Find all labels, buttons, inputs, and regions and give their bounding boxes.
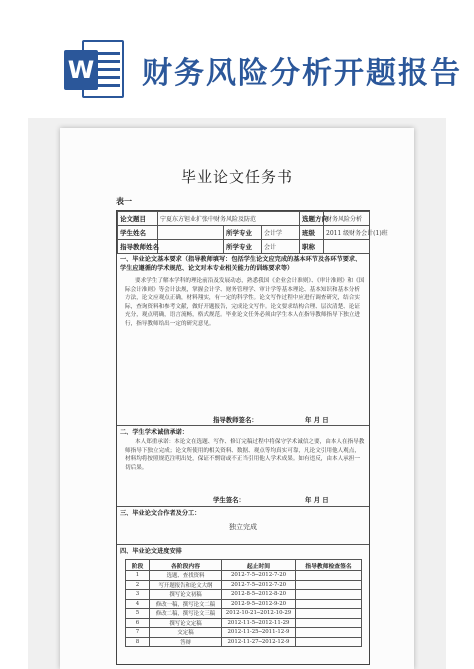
document-page [60, 128, 414, 669]
schedule-signature [296, 580, 362, 590]
section-requirements [117, 253, 369, 329]
schedule-stage: 7 [126, 628, 150, 638]
schedule-period: 2012-7-5─2012-7-20 [222, 580, 296, 590]
word-letter-badge: W [64, 50, 98, 90]
class-value: 2011 级财务会计(1)班 [324, 226, 370, 240]
schedule-period: 2012-8-5─2012-8-20 [222, 590, 296, 600]
schedule-period: 2012-9-5─2012-9-20 [222, 599, 296, 609]
section-requirements-body: 要求学生了解本学科的理论前沿及发展动态，熟悉我国《企业会计准则》、《审计准则》和《国际会计准则》等会计法规，掌握会计学、财务管理学、审计学等基本理论、基本知识和基本分析方法，论文应观点正确，材料翔实，有一定的科学性。论文写作过程中应进行调查研究，结合实际，查询资料和参考文献，做好开题报告，完成论文写作。论文要求结构合理、层次清楚、论证充分，观点明确，语言流畅，格式规范。毕业论文任务必须由学生本人在指导教师指导下独立进行，指导教师给出一定的研究意见。 [125, 278, 365, 327]
schedule-row [126, 590, 362, 600]
schedule-col-content: 各阶段内容 [150, 560, 222, 571]
schedule-row [126, 599, 362, 609]
student-signature-label: 学生签名： [213, 496, 245, 504]
schedule-content: 撰写论文定稿 [150, 618, 222, 628]
schedule-row [126, 571, 362, 581]
schedule-content: 选题、查找资料 [150, 571, 222, 581]
topic-label: 论文题目 [118, 212, 158, 226]
direction-label: 选题方向 [300, 212, 324, 226]
schedule-stage: 1 [126, 571, 150, 581]
schedule-period: 2012-7-5─2012-7-20 [222, 571, 296, 581]
schedule-content: 修改一稿，撰写论文二稿 [150, 599, 222, 609]
schedule-content: 修改二稿，撰写论文三稿 [150, 609, 222, 619]
schedule-row [126, 637, 362, 647]
schedule-col-stage: 阶段 [126, 560, 150, 571]
banner [0, 0, 474, 118]
schedule-col-signature: 指导教师检查签名 [296, 560, 362, 571]
schedule-period: 2012-11-25─2011-12-9 [222, 628, 296, 638]
collaborators-value: 独立完成 [229, 523, 257, 531]
section-requirements-heading: 一、毕业论文基本要求（指导教师填写：包括学生论文应完成的基本环节及各环节要求、学生应遵循的学术规范、论文对本专业相关能力的训练要求等） [120, 256, 362, 272]
schedule-period: 2012-11-5─2012-11-29 [222, 618, 296, 628]
schedule-content: 交定稿 [150, 628, 222, 638]
schedule-stage: 3 [126, 590, 150, 600]
teacher-major-value: 会计 [262, 240, 300, 254]
schedule-signature [296, 618, 362, 628]
schedule-stage: 2 [126, 580, 150, 590]
section-integrity-heading: 二、学生学术诚信承诺： [120, 429, 189, 436]
schedule-table [125, 559, 362, 647]
student-name-label: 学生姓名 [118, 226, 158, 240]
student-signature-date: 年 月 日 [305, 496, 329, 504]
class-label: 班级 [300, 226, 324, 240]
section-integrity-body: 本人郑重承诺：本论文在选题、写作、修订完稿过程中将保守学术诚信之要，由本人在指导教师指导下独立完成；论文所使用的相关资料、数据、观点等均真实可靠，凡论文引用他人观点，材料均将按照规范注明出处，保证不剽窃或不正当引用他人学术成果。如有违反，由本人承担一切后果。 [125, 439, 365, 471]
section-collaborators-heading: 三、毕业论文合作者及分工： [120, 510, 201, 517]
schedule-content: 撰写论文初稿 [150, 590, 222, 600]
schedule-stage: 6 [126, 618, 150, 628]
schedule-stage: 4 [126, 599, 150, 609]
teacher-signature-label: 指导教师签名： [213, 416, 258, 424]
schedule-col-period: 起止时间 [222, 560, 296, 571]
section-schedule [117, 545, 369, 556]
schedule-period: 2012-11-27─2012-12-9 [222, 637, 296, 647]
word-document-icon [64, 40, 128, 104]
teacher-signature-date: 年 月 日 [305, 416, 329, 424]
teacher-major-label: 所学专业 [224, 240, 262, 254]
banner-title: 财务风险分析开题报告 [142, 56, 462, 91]
task-form [116, 210, 388, 665]
schedule-row [126, 580, 362, 590]
schedule-row [126, 618, 362, 628]
schedule-header-row [126, 560, 362, 571]
major-label: 所学专业 [224, 226, 262, 240]
document-title: 毕业论文任务书 [180, 168, 293, 186]
schedule-content: 写开题报告和论文大纲 [150, 580, 222, 590]
table-label: 表一 [116, 197, 132, 206]
direction-value: 财务风险分析 [324, 212, 370, 226]
section-collaborators [117, 507, 369, 518]
schedule-signature [296, 628, 362, 638]
schedule-stage: 5 [126, 609, 150, 619]
schedule-signature [296, 609, 362, 619]
major-value: 会计学 [262, 226, 300, 240]
schedule-signature [296, 571, 362, 581]
schedule-signature [296, 590, 362, 600]
topic-value: 宁夏东方钽业扩张中财务风险及防范 [158, 212, 300, 226]
student-name-value [158, 226, 224, 240]
schedule-period: 2012-10-21─2012-10-29 [222, 609, 296, 619]
schedule-row [126, 609, 362, 619]
schedule-signature [296, 599, 362, 609]
title-label: 职称 [300, 240, 324, 254]
section-schedule-heading: 四、毕业论文进度安排 [120, 548, 182, 555]
schedule-content: 答辩 [150, 637, 222, 647]
schedule-signature [296, 637, 362, 647]
info-table [117, 211, 388, 254]
title-value [324, 240, 370, 254]
schedule-row [126, 628, 362, 638]
section-integrity [117, 426, 369, 472]
teacher-name-label: 指导教师姓名 [118, 240, 158, 254]
teacher-name-value [158, 240, 224, 254]
schedule-stage: 8 [126, 637, 150, 647]
